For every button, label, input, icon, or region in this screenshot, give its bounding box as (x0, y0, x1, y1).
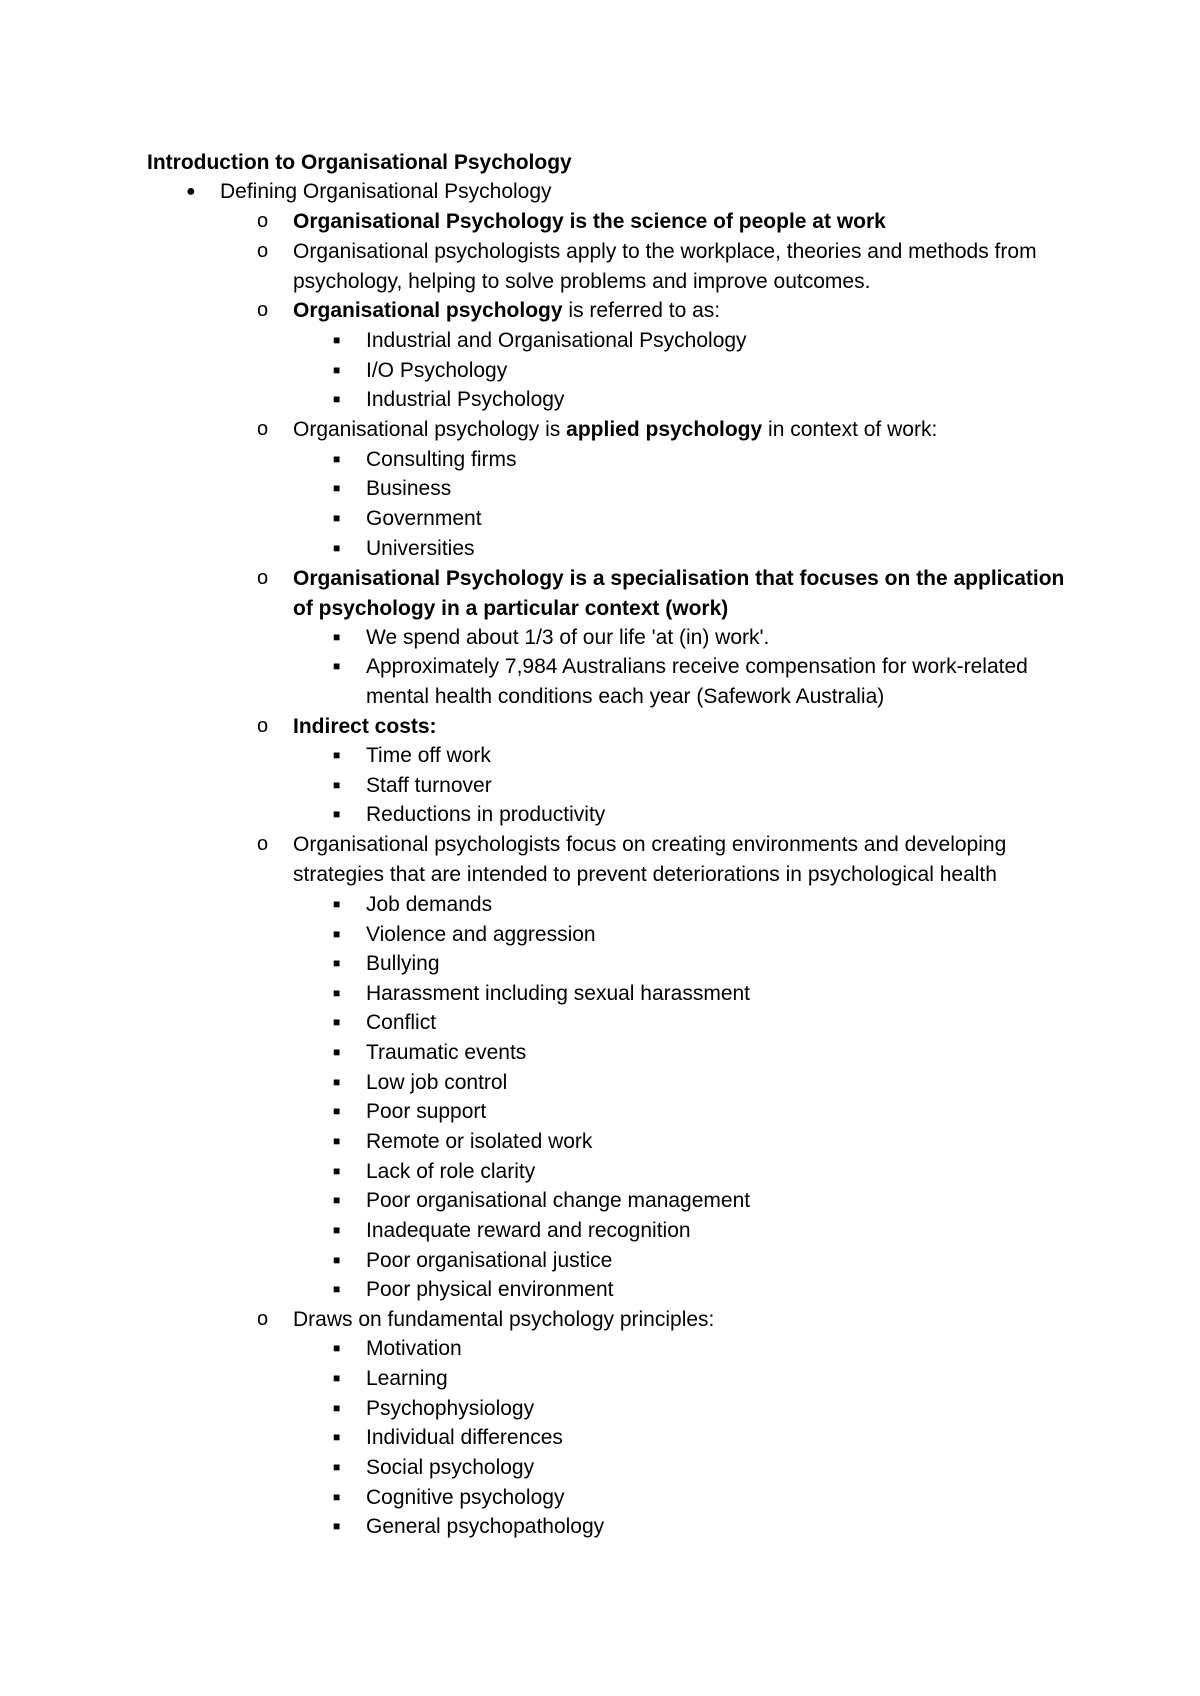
square-bullet-icon: ■ (333, 392, 341, 406)
square-bullet-icon: ■ (333, 1341, 341, 1355)
circle-bullet-icon: o (257, 1308, 269, 1330)
square-bullet-icon: ■ (333, 333, 341, 347)
sub-list-item: ■ Industrial Psychology (366, 385, 1066, 415)
circle-bullet-icon: o (257, 299, 269, 321)
square-bullet-icon: ■ (333, 778, 341, 792)
circle-bullet-icon: o (257, 567, 269, 589)
sub-list-item: ■ Time off work (366, 741, 1066, 771)
square-bullet-icon: ■ (333, 1401, 341, 1415)
circle-bullet-icon: o (257, 418, 269, 440)
sub-list-item: ■ Poor organisational justice (366, 1246, 1066, 1276)
list-item (257, 207, 1073, 237)
circle-bullet-icon: o (257, 715, 269, 737)
list-item: o Draws on fundamental psychology principles: (293, 1305, 1073, 1335)
sub-list-item: ■ Cognitive psychology (366, 1483, 1066, 1513)
sub-list-item: ■ I/O Psychology (366, 356, 1066, 386)
square-bullet-icon: ■ (333, 511, 341, 525)
list-item (257, 237, 1073, 296)
sub-list-item: ■ Violence and aggression (366, 920, 1066, 950)
square-bullet-icon: ■ (333, 1519, 341, 1533)
sub-list-item: ■ Lack of role clarity (366, 1157, 1066, 1187)
square-bullet-icon: ■ (333, 1164, 341, 1178)
list-item: o Organisational psychology is applied psychology in context of work: (293, 415, 1073, 445)
square-bullet-icon: ■ (333, 748, 341, 762)
square-bullet-icon: ■ (333, 1282, 341, 1296)
sub-list-item: ■ Industrial and Organisational Psychology (366, 326, 1066, 356)
square-bullet-icon: ■ (333, 956, 341, 970)
sub-list-item: ■ Poor organisational change management (366, 1186, 1066, 1216)
square-bullet-icon: ■ (333, 1430, 341, 1444)
square-bullet-icon: ■ (333, 1490, 341, 1504)
square-bullet-icon: ■ (333, 807, 341, 821)
sub-list-item: ■ Poor support (366, 1097, 1066, 1127)
square-bullet-icon: ■ (333, 1371, 341, 1385)
list-item-text: is referred to as: (562, 299, 721, 322)
sub-list-item: ■ Government (366, 504, 1066, 534)
square-bullet-icon: ■ (333, 1015, 341, 1029)
square-bullet-icon: ■ (333, 1193, 341, 1207)
sub-list-item: ■ Inadequate reward and recognition (366, 1216, 1066, 1246)
sub-list-item: ■ Learning (366, 1364, 1066, 1394)
sub-list-item: ■ Traumatic events (366, 1038, 1066, 1068)
list-item: o Organisational Psychology is a specialisation that focuses on the application of psychology in a particular context (work) (293, 564, 1073, 623)
square-bullet-icon: ■ (333, 481, 341, 495)
square-bullet-icon: ■ (333, 452, 341, 466)
sub-list-item: ■ We spend about 1/3 of our life 'at (in) work'. (366, 623, 1066, 653)
sub-list-item: ■ General psychopathology (366, 1512, 1066, 1542)
list-item-bold: Organisational psychology (293, 299, 563, 322)
sub-list-item: ■ Conflict (366, 1008, 1066, 1038)
list-item-text: Organisational psychologists apply to the workplace, theories and methods from psychology, helping to solve problems and improve outcomes. (293, 240, 1037, 293)
list-item: o Organisational psychologists focus on creating environments and developing strategies that are intended to prevent deteriorations in psychological health (293, 830, 1073, 889)
sub-list-item: ■ Low job control (366, 1068, 1066, 1098)
sub-list-item: ■ Harassment including sexual harassment (366, 979, 1066, 1009)
square-bullet-icon: ■ (333, 1460, 341, 1474)
square-bullet-icon: ■ (333, 1223, 341, 1237)
sub-list-item: ■ Business (366, 474, 1066, 504)
list-item: o Indirect costs: (293, 712, 1073, 742)
square-bullet-icon: ■ (333, 1104, 341, 1118)
square-bullet-icon: ■ (333, 986, 341, 1000)
list-item (257, 296, 1073, 326)
sub-list-item: ■ Motivation (366, 1334, 1066, 1364)
square-bullet-icon: ■ (333, 1253, 341, 1267)
square-bullet-icon: ■ (333, 659, 341, 673)
square-bullet-icon: ■ (333, 1134, 341, 1148)
sub-list-item: ■ Job demands (366, 890, 1066, 920)
sub-list-item: ■ Approximately 7,984 Australians receive compensation for work-related mental health conditions each year (Safework Australia) (366, 652, 1066, 711)
sub-list-item: ■ Social psychology (366, 1453, 1066, 1483)
square-bullet-icon: ■ (333, 630, 341, 644)
square-bullet-icon: ■ (333, 541, 341, 555)
sub-list-item: ■ Remote or isolated work (366, 1127, 1066, 1157)
sub-list-item: ■ Bullying (366, 949, 1066, 979)
list-item-text: Organisational Psychology is the science of people at work (293, 210, 886, 233)
sub-list-item: ■ Individual differences (366, 1423, 1066, 1453)
circle-bullet-icon: o (257, 210, 269, 232)
sub-list-item: ■ Psychophysiology (366, 1394, 1066, 1424)
square-bullet-icon: ■ (333, 363, 341, 377)
section-heading-text: Defining Organisational Psychology (220, 180, 552, 203)
circle-bullet-icon: o (257, 833, 269, 855)
sub-list-item: ■ Universities (366, 534, 1066, 564)
square-bullet-icon: ■ (333, 1075, 341, 1089)
sub-list-item: ■ Reductions in productivity (366, 800, 1066, 830)
square-bullet-icon: ■ (333, 897, 341, 911)
bullet-icon: ● (186, 183, 196, 200)
section-heading (186, 178, 552, 206)
circle-bullet-icon: o (257, 240, 269, 262)
sub-list-item: ■ Staff turnover (366, 771, 1066, 801)
sub-list-item: ■ Poor physical environment (366, 1275, 1066, 1305)
sub-list-item: ■ Consulting firms (366, 445, 1066, 475)
document-title: Introduction to Organisational Psychology (147, 151, 572, 174)
square-bullet-icon: ■ (333, 927, 341, 941)
square-bullet-icon: ■ (333, 1045, 341, 1059)
